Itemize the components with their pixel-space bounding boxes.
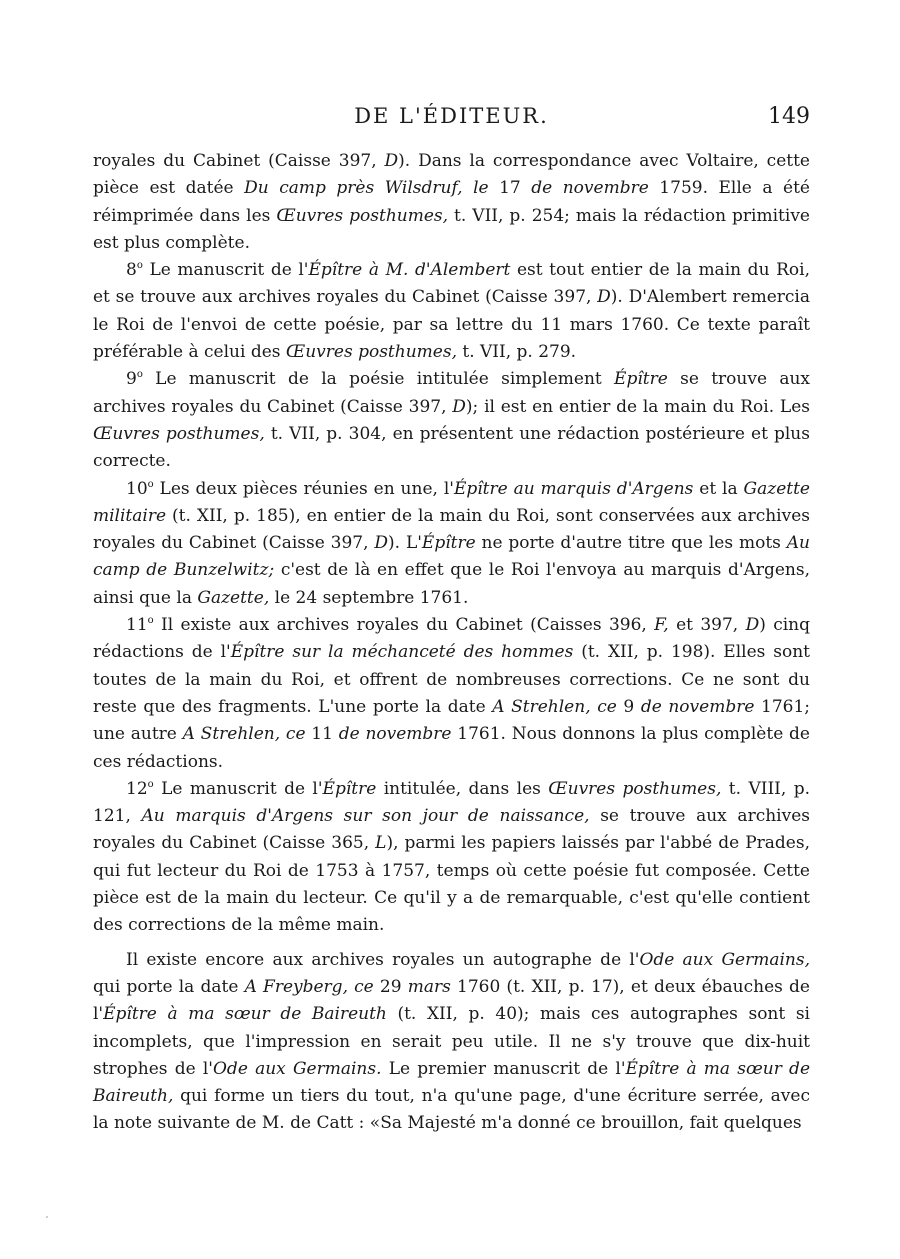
item-number: 12 xyxy=(126,778,148,799)
scan-speck xyxy=(46,1216,48,1218)
paragraph-11: 11$^o$ Il existe aux archives royales du Cabinet (Caisses 396, F, et 397, D) cinq rédactions de l'Épître sur la méchanceté des hommes (t. XII, p. 198). Elles sont toutes de la main du Roi, et offrent de nombreuses corrections. Ce ne sont du reste que des fragments. L'une porte la date A Strehlen, ce 9 de novembre 1761; une autre A Strehlen, ce 11 de novembre 1761. Nous donnons la plus complète de ces rédactions. xyxy=(93,615,811,772)
item-number: 10 xyxy=(126,478,148,499)
paragraph-continuation: royales du Cabinet (Caisse 397, D). Dans la correspondance avec Voltaire, cette pièce est datée Du camp près Wilsdruf, le 17 de novembre 1759. Elle a été réimprimée dans les Œuvres posthumes, t. VII, p. 254; mais la rédaction primitive est plus complète. xyxy=(93,151,810,253)
item-number: 9 xyxy=(126,369,137,390)
body-text xyxy=(93,148,810,1138)
paragraph-9: 9$^o$ Le manuscrit de la poésie intitulée simplement Épître se trouve aux archives royales du Cabinet (Caisse 397, D); il est en entier de la main du Roi. Les Œuvres posthumes, t. VII, p. 304, en présentent une rédaction postérieure et plus correcte. xyxy=(93,369,810,472)
item-number: 11 xyxy=(126,615,148,636)
page-number: 149 xyxy=(768,104,810,129)
page-header xyxy=(93,100,810,140)
running-title: DE L'ÉDITEUR. xyxy=(354,104,549,128)
paragraph-12: 12$^o$ Le manuscrit de l'Épître intitulée, dans les Œuvres posthumes, t. VIII, p. 121, Au marquis d'Argens sur son jour de naissance, se trouve aux archives royales du Cabinet (Caisse 365, L), parmi les papiers laissés par l'abbé de Prades, qui fut lecteur du Roi de 1753 à 1757, temps où cette poésie fut composée. Cette pièce est de la main du lecteur. Ce qu'il y a de remarquable, c'est qu'elle contient des corrections de la même main. xyxy=(93,778,810,936)
paragraph-10: 10$^o$ Les deux pièces réunies en une, l'Épître au marquis d'Argens et la Gazette militaire (t. XII, p. 185), en entier de la main du Roi, sont conservées aux archives royales du Cabinet (Caisse 397, D). L'Épître ne porte d'autre titre que les mots Au camp de Bunzelwitz; c'est de là en effet que le Roi l'envoya au marquis d'Argens, ainsi que la Gazette, le 24 septembre 1761. xyxy=(93,478,810,608)
paragraph-autographs: Il existe encore aux archives royales un autographe de l'Ode aux Germains, qui porte la date A Freyberg, ce 29 mars 1760 (t. XII, p. 17), et deux ébauches de l'Épître à ma sœur de Baireuth (t. XII, p. 40); mais ces autographes sont si incomplets, que l'impression en serait peu utile. Il ne s'y trouve que dix-huit strophes de l'Ode aux Germains. Le premier manuscrit de l'Épître à ma sœur de Baireuth, qui forme un tiers du tout, n'a qu'une page, d'une écriture serrée, avec la note suivante de M. de Catt : «Sa Majesté m'a donné ce brouillon, fait quelques xyxy=(93,949,811,1134)
item-number: 8 xyxy=(126,260,137,281)
paragraph-8: 8$^o$ Le manuscrit de l'Épître à M. d'Alembert est tout entier de la main du Roi, et se trouve aux archives royales du Cabinet (Caisse 397, D). D'Alembert remercia le Roi de l'envoi de cette poésie, par sa lettre du 11 mars 1760. Ce texte paraît préférable à celui des Œuvres posthumes, t. VII, p. 279. xyxy=(93,260,811,363)
